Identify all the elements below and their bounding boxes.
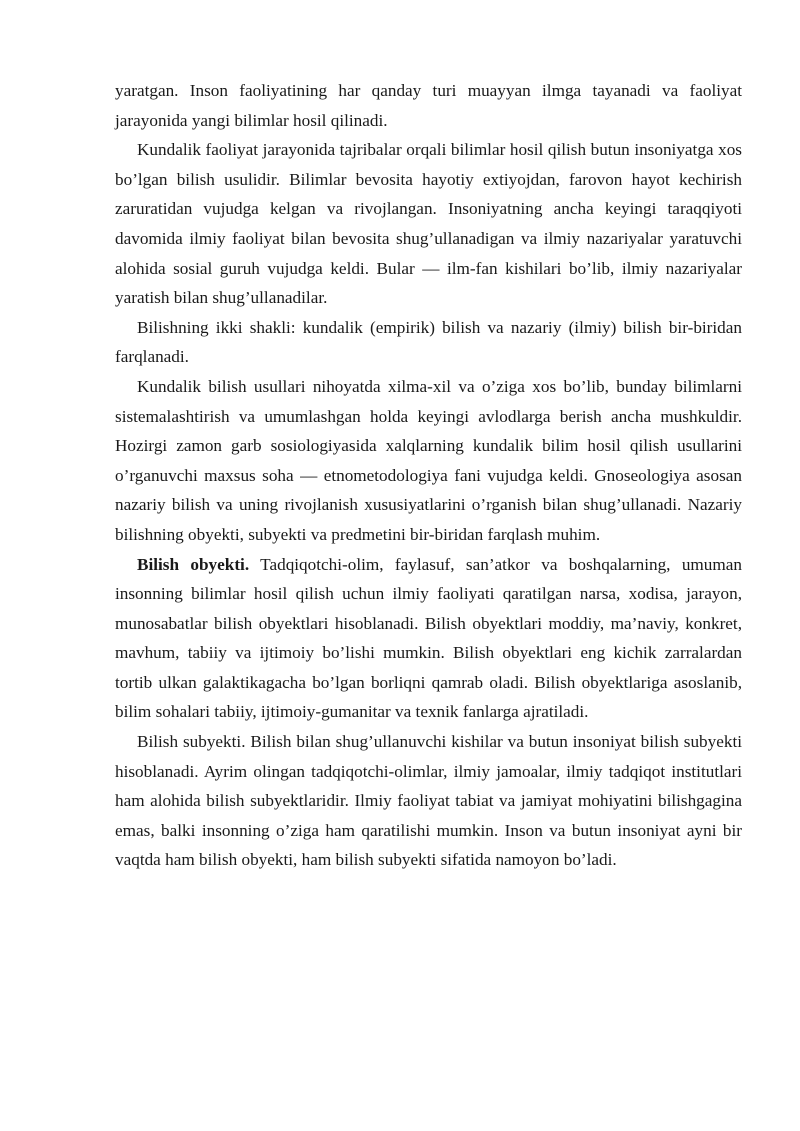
paragraph bbox=[115, 550, 742, 728]
paragraph: Bilishning ikki shakli: kundalik (empirik) bilish va nazariy (ilmiy) bilish bir-biridan farqlanadi. bbox=[115, 317, 742, 367]
section-heading-bilish-obyekti: Bilish obyekti. bbox=[137, 554, 250, 574]
document-page bbox=[115, 76, 742, 875]
paragraph: Kundalik bilish usullari nihoyatda xilma-xil va o’ziga xos bo’lib, bunday bilimlarni sistemalashtirish va umumlashgan holda keyingi avlodlarga berish ancha mushkuldir. Hozirgi zamon garb sosiologiyasida xalqlarning kundalik bilim hosil qilish usullarini o’rganuvchi maxsus soha — etnometodologiya fani vujudga keldi. Gnoseologiya asosan nazariy bilish va uning rivojlanish xususiyatlarini o’rganish bilan shug’ullanadi. Nazariy bilishning obyekti, subyekti va predmetini bir-biridan farqlash muhim. bbox=[115, 376, 742, 544]
paragraph: Bilish subyekti. Bilish bilan shug’ullanuvchi kishilar va butun insoniyat bilish subyekti hisoblanadi. Ayrim olingan tadqiqotchi-olimlar, ilmiy jamoalar, ilmiy tadqiqot institutlari ham alohida bilish subyektlaridir. Ilmiy faoliyat tabiat va jamiyat mohiyatini bilishgagina emas, balki insonning o’ziga ham qaratilishi mumkin. Inson va butun insoniyat ayni bir vaqtda ham bilish obyekti, ham bilish subyekti sifatida namoyon bo’ladi. bbox=[115, 732, 742, 870]
paragraph-body: Tadqiqotchi-olim, faylasuf, san’atkor va boshqalarning, umuman insonning bilimlar hosil qilish uchun ilmiy faoliyati qaratilgan narsa, xodisa, jarayon, munosabatlar bilish obyektlari hisoblanadi. Bilish obyektlari moddiy, ma’naviy, konkret, mavhum, tabiiy va ijtimoiy bo’lishi mumkin. Bilish obyektlari eng kichik zarralardan tortib ulkan galaktikagacha bo’lgan borliqni qamrab oladi. Bilish obyektlariga asoslanib, bilim sohalari tabiiy, ijtimoiy-gumanitar va texnik fanlarga ajratiladi. bbox=[115, 554, 742, 722]
paragraph: Kundalik faoliyat jarayonida tajribalar orqali bilimlar hosil qilish butun insoniyatga xos bo’lgan bilish usulidir. Bilimlar bevosita hayotiy extiyojdan, farovon hayot kechirish zaruratidan vujudga kelgan va rivojlangan. Insoniyatning ancha keyingi taraqqiyoti davomida ilmiy faoliyat bilan bevosita shug’ullanadigan va ilmiy nazariyalar yaratuvchi alohida sosial guruh vujudga keldi. Bular — ilm-fan kishilari bo’lib, ilmiy nazariyalar yaratish bilan shug’ullanadilar. bbox=[115, 140, 742, 308]
paragraph: yaratgan. Inson faoliyatining har qanday turi muayyan ilmga tayanadi va faoliyat jarayonida yangi bilimlar hosil qilinadi. bbox=[115, 81, 742, 130]
